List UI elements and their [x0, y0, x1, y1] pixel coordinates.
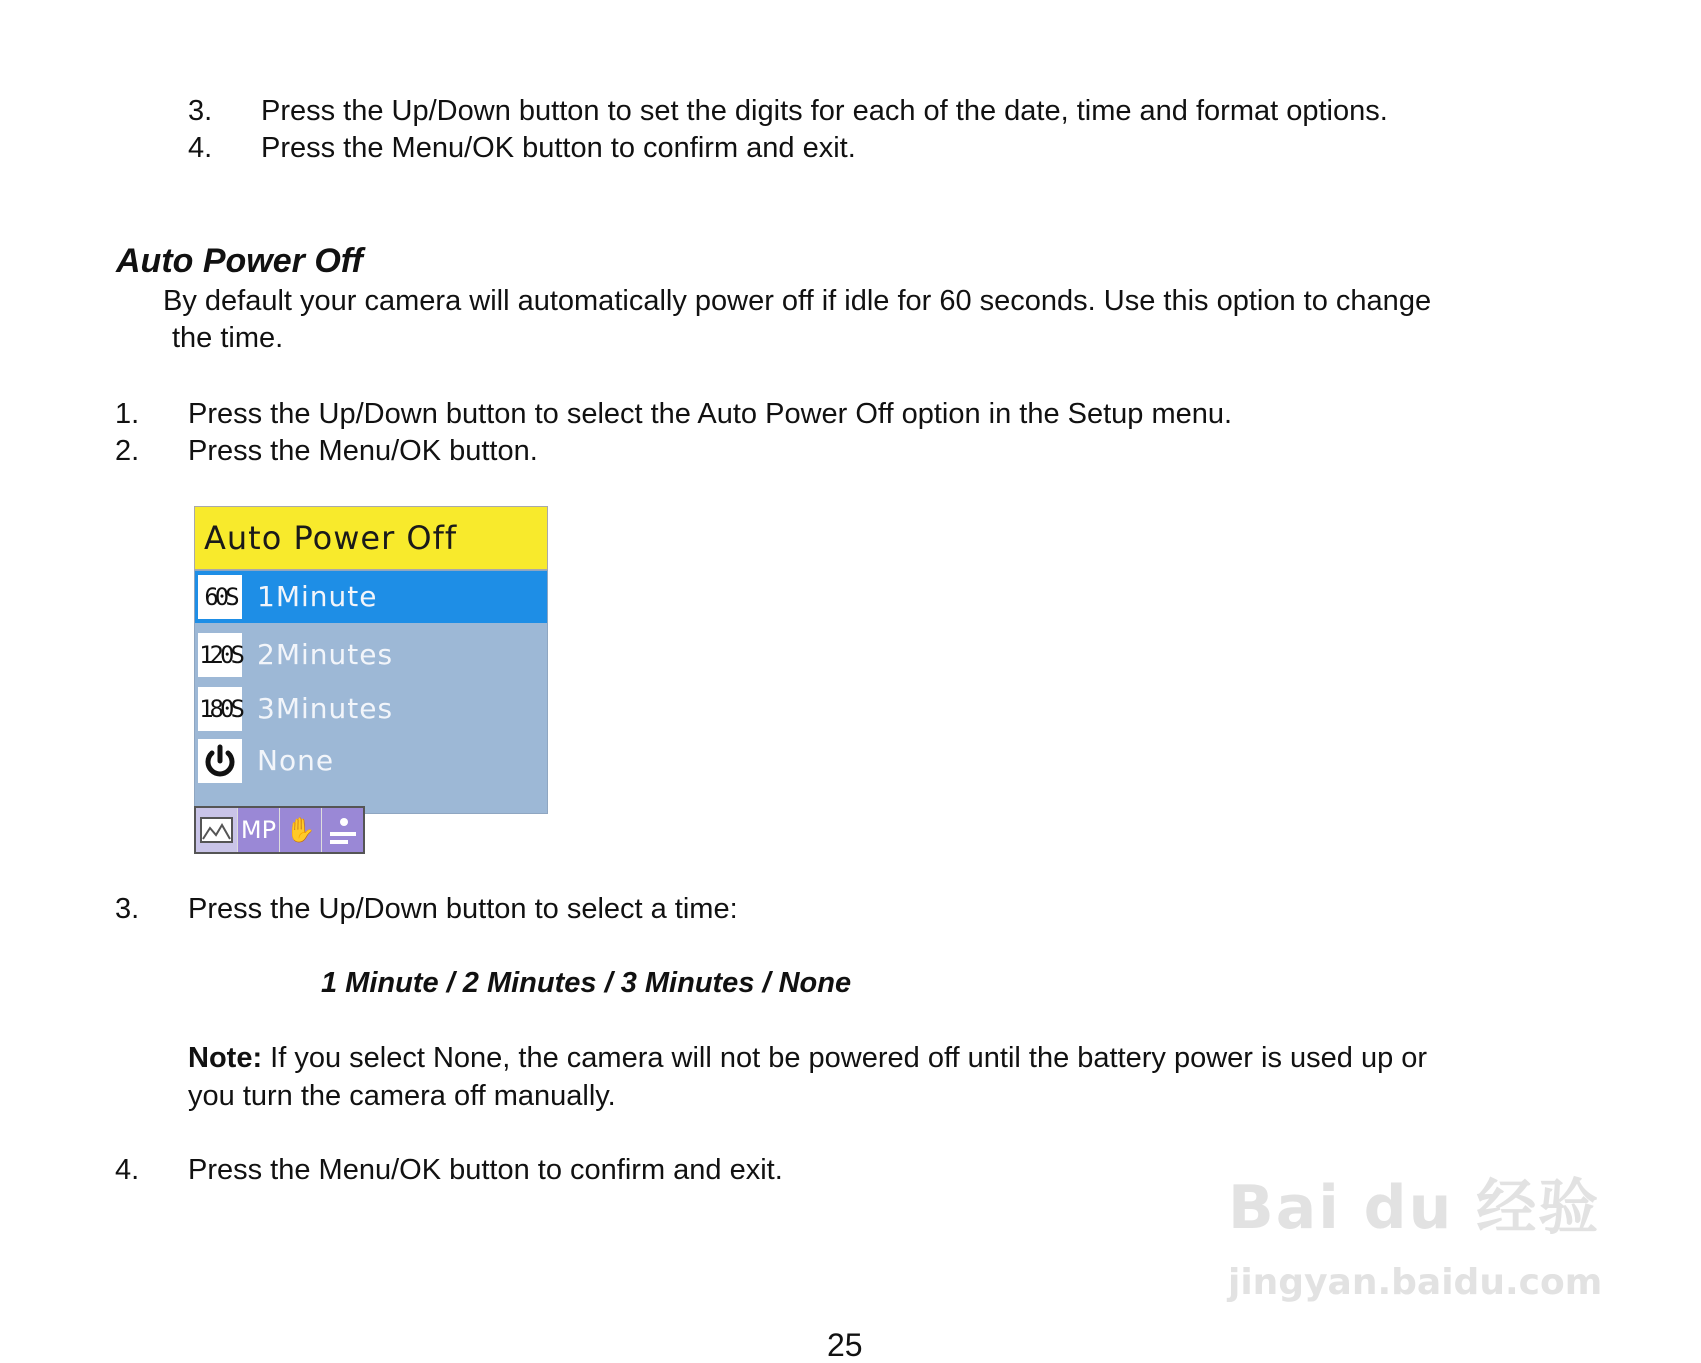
step-text: Press the Up/Down button to select the Auto Power Off option in the Setup menu. [188, 398, 1233, 430]
step-number: 4. [188, 132, 213, 164]
intro-line-2: the time. [172, 322, 284, 354]
note-line-1 [188, 1041, 1427, 1075]
section-title: Auto Power Off [116, 242, 363, 280]
camera-menu-screen [194, 506, 548, 854]
hand-icon[interactable]: ✋ [280, 808, 322, 852]
note-text: If you select None, the camera will not be powered off until the battery power is used up or [262, 1042, 1428, 1074]
intro-line-1: By default your camera will automatically power off if idle for 60 seconds. Use this option to change [163, 285, 1432, 317]
120s-icon: 120S [198, 633, 242, 677]
menu-tabs [194, 806, 365, 854]
step-number: 4. [115, 1154, 140, 1186]
option-none[interactable] [195, 735, 547, 787]
watermark-url: jingyan.baidu.com [1228, 1262, 1603, 1303]
time-choices: 1 Minute / 2 Minutes / 3 Minutes / None [321, 967, 852, 999]
step-text: Press the Menu/OK button. [188, 435, 538, 467]
power-icon [198, 739, 242, 783]
option-3-minutes[interactable] [195, 683, 547, 735]
option-2-minutes[interactable] [195, 629, 547, 681]
option-label: 3Minutes [257, 692, 394, 725]
step-number: 1. [115, 398, 140, 430]
option-list [194, 570, 548, 814]
screen-title: Auto Power Off [194, 506, 548, 570]
setup-icon[interactable] [322, 808, 363, 852]
step-number: 2. [115, 435, 140, 467]
option-label: None [257, 744, 335, 777]
step-number: 3. [115, 893, 140, 925]
60s-icon: 60S [198, 575, 242, 619]
180s-icon: 180S [198, 687, 242, 731]
note-label: Note: [188, 1042, 263, 1074]
note-line-2: you turn the camera off manually. [188, 1080, 616, 1112]
step-text: Press the Menu/OK button to confirm and exit. [261, 132, 856, 164]
page-number: 25 [827, 1327, 863, 1363]
step-number: 3. [188, 95, 213, 127]
step-text: Press the Menu/OK button to confirm and exit. [188, 1154, 783, 1186]
option-1-minute[interactable] [195, 571, 547, 623]
watermark-brand: Bai du 经验 [1228, 1173, 1601, 1243]
picture-icon[interactable] [196, 808, 238, 852]
option-label: 2Minutes [257, 638, 394, 671]
mp-icon[interactable]: MP [238, 808, 280, 852]
step-text: Press the Up/Down button to select a time: [188, 893, 738, 925]
step-text: Press the Up/Down button to set the digits for each of the date, time and format options. [261, 95, 1388, 127]
option-label: 1Minute [257, 580, 378, 613]
